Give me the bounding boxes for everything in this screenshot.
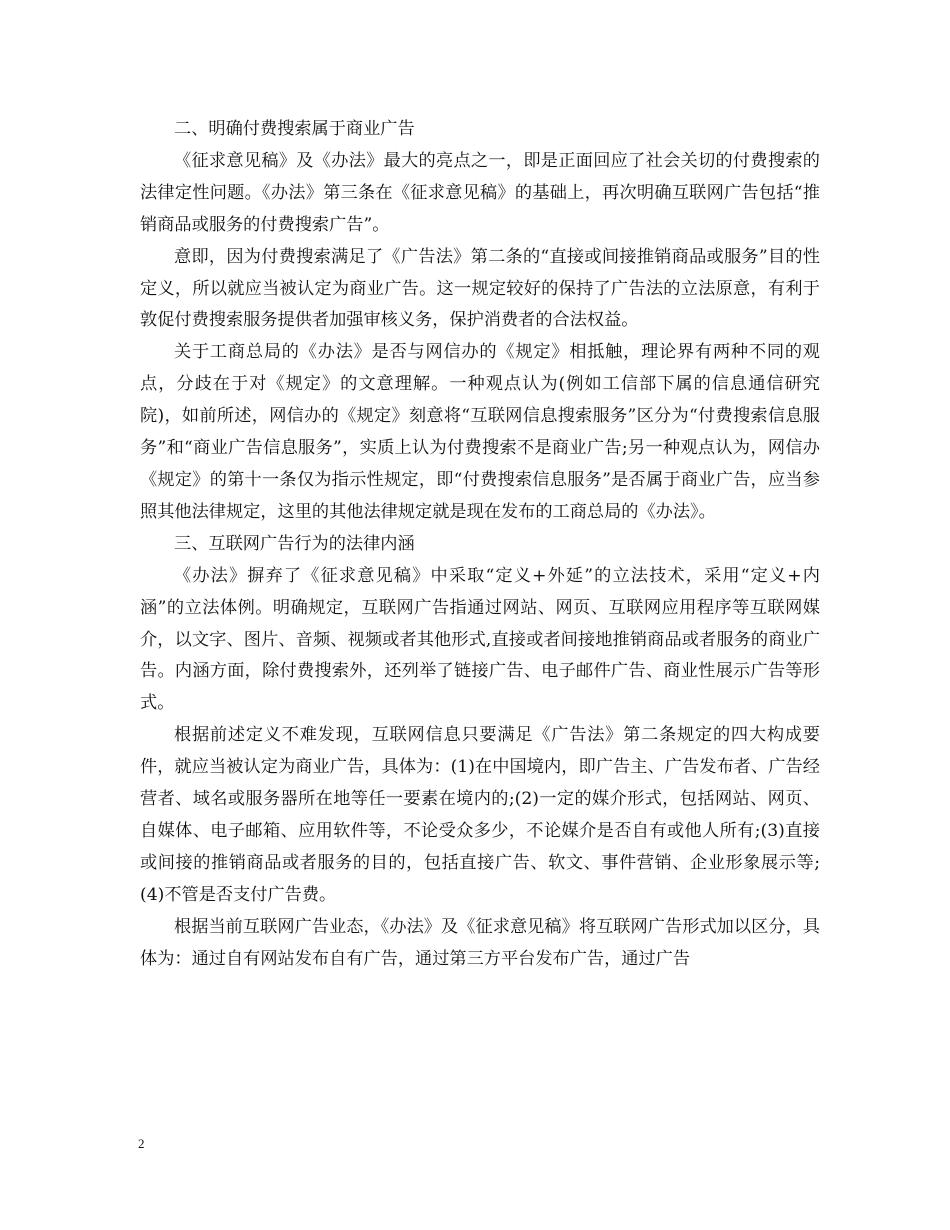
page-number: 2 [138,1136,145,1151]
paragraph: 根据当前互联网广告业态，《办法》及《征求意见稿》将互联网广告形式加以区分，具体为：通过自有网站发布自有广告，通过第三方平台发布广告，通过广告 [140,916,820,969]
document-body [140,114,820,975]
section-heading-2: 二、明确付费搜索属于商业广告 [174,119,415,139]
paragraph: 《办法》摒弃了《征求意见稿》中采取“定义+外延”的立法技术，采用“定义+内涵”的立法体例。明确规定，互联网广告指通过网站、网页、互联网应用程序等互联网媒介，以文字、图片、音频、视频或者其他形式,直接或者间接地推销商品或者服务的商业广告。内涵方面，除付费搜索外，还列举了链接广告、电子邮件广告、商业性展示广告等形式。 [140,565,820,714]
section-heading-3: 三、互联网广告行为的法律内涵 [174,533,415,554]
paragraph: 意即，因为付费搜索满足了《广告法》第二条的“直接或间接推销商品或服务”目的性定义，所以就应当被认定为商业广告。这一规定较好的保持了广告法的立法原意，有利于敦促付费搜索服务提供者加强审核义务，保护消费者的合法权益。 [140,246,820,331]
paragraph: 根据前述定义不难发现，互联网信息只要满足《广告法》第二条规定的四大构成要件，就应当被认定为商业广告，具体为：(1)在中国境内，即广告主、广告发布者、广告经营者、域名或服务器所在地等任一要素在境内的;(2)一定的媒介形式，包括网站、网页、自媒体、电子邮箱、应用软件等，不论受众多少，不论媒介是否自有或他人所有;(3)直接或间接的推销商品或者服务的目的，包括直接广告、软文、事件营销、企业形象展示等;(4)不管是否支付广告费。 [140,725,820,905]
paragraph: 《征求意见稿》及《办法》最大的亮点之一，即是正面回应了社会关切的付费搜索的法律定性问题。《办法》第三条在《征求意见稿》的基础上，再次明确互联网广告包括“推销商品或服务的付费搜索广告”。 [140,150,820,235]
paragraph: 关于工商总局的《办法》是否与网信办的《规定》相抵触，理论界有两种不同的观点，分歧在于对《规定》的文意理解。一种观点认为(例如工信部下属的信息通信研究院)，如前所述，网信办的《规定》刻意将“互联网信息搜索服务”区分为“付费搜索信息服务”和“商业广告信息服务”，实质上认为付费搜索不是商业广告;另一种观点认为，网信办《规定》的第十一条仅为指示性规定，即“付费搜索信息服务”是否属于商业广告，应当参照其他法律规定，这里的其他法律规定就是现在发布的工商总局的《办法》。 [140,342,820,522]
